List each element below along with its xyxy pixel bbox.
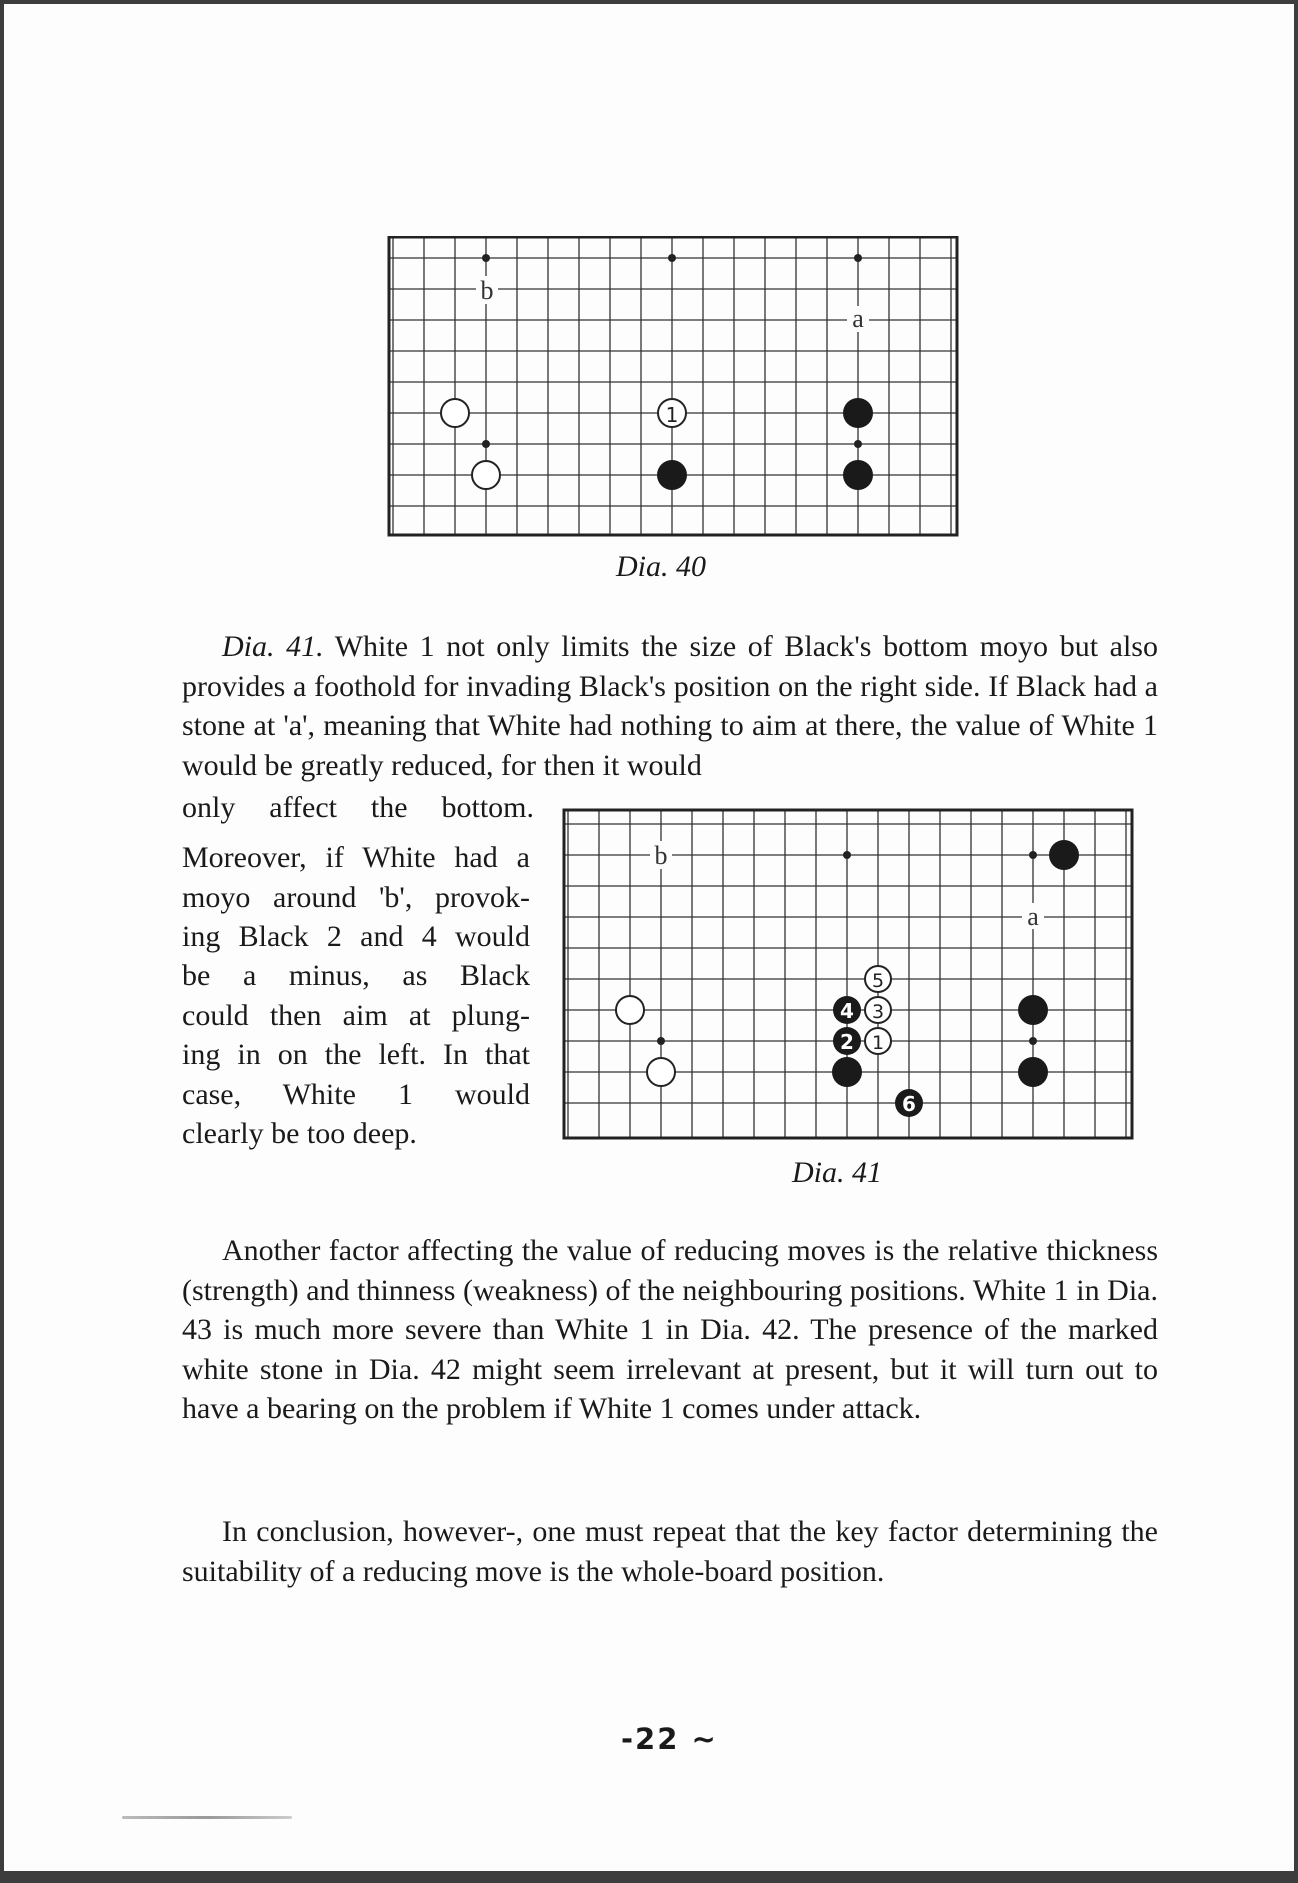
white-stone-1 [658,399,686,427]
side-text-line: ing in on the left. In that [182,1038,530,1071]
go-diagram-40 [387,236,963,546]
paragraph-conclusion [182,1512,1158,1591]
scan-smudge [122,1816,292,1819]
black-stone [843,398,873,428]
white-stone-5 [865,966,891,992]
svg-text:a: a [852,304,864,333]
side-text-line: only affect the bottom. [182,791,534,824]
side-text-line: ing Black 2 and 4 would [182,920,530,953]
paragraph-lead: Dia. 41. [222,630,324,663]
side-text-line: clearly be too deep. [182,1117,417,1150]
black-stone-2 [833,1027,861,1055]
svg-text:4: 4 [840,999,854,1023]
black-stone [1018,995,1048,1025]
svg-text:1: 1 [665,403,679,427]
side-text-line: moyo around 'b', provok- [182,881,530,914]
white-stone [616,996,644,1024]
paragraph-text: White 1 not only limits the size of Black's bottom moyo but also provides a foothold for invading Black's position on the right side. If Black had a stone at 'a', meaning that White had nothing to aim at there, the value of White 1 would be greatly reduced, for then it would [182,630,1158,782]
figure-caption-dia41: Dia. 41 [792,1156,882,1189]
black-stone [657,460,687,490]
star-point [668,254,676,262]
black-stone [832,1057,862,1087]
svg-text:5: 5 [871,970,885,992]
white-stone [441,399,469,427]
side-text-line: could then aim at plung- [182,999,530,1032]
star-point [854,254,862,262]
point-label-a [1022,902,1044,931]
white-stone [647,1058,675,1086]
black-stone-4 [833,996,861,1024]
point-label-b [650,841,672,870]
point-label-b [476,276,498,305]
paragraph-text: Another factor affecting the value of reducing moves is the relative thickness (strength) and thinness (weakness) of the neighbouring positions. White 1 in Dia. 43 is much more severe than White 1 in Dia. 42. The presence of the marked white stone in Dia. 42 might seem irrelevant at present, but it will turn out to have a bearing on the problem if White 1 comes under attack. [182,1234,1158,1425]
side-text-line: case, White 1 would [182,1078,530,1111]
page-number: -22 ~ [621,1722,718,1756]
black-stone [1018,1057,1048,1087]
white-stone-1 [865,1028,891,1054]
star-point [482,254,490,262]
black-stone-6 [895,1089,923,1117]
white-stone [472,461,500,489]
star-point [1029,1037,1037,1045]
paragraph-text: In conclusion, however-, one must repeat that the key factor determining the suitability of a reducing move is the whole-board position. [182,1515,1158,1588]
svg-text:3: 3 [871,1001,885,1023]
paragraph-dia41 [182,627,1158,785]
star-point [1029,851,1037,859]
svg-text:a: a [1027,902,1039,931]
svg-text:2: 2 [840,1030,854,1054]
svg-text:1: 1 [871,1032,885,1054]
side-text-line: be a minus, as Black [182,959,530,992]
white-stone-3 [865,997,891,1023]
paragraph-thickness [182,1231,1158,1429]
star-point [843,851,851,859]
go-diagram-41 [562,808,1136,1140]
black-stone [843,460,873,490]
star-point [482,440,490,448]
svg-text:b: b [480,276,494,305]
book-page [4,4,1294,1871]
black-stone [1049,840,1079,870]
side-text-line: Moreover, if White had a [182,841,530,874]
figure-caption-dia40: Dia. 40 [616,550,706,583]
svg-text:6: 6 [902,1092,916,1116]
point-label-a [847,304,869,333]
star-point [854,440,862,448]
star-point [657,1037,665,1045]
svg-text:b: b [654,841,668,870]
